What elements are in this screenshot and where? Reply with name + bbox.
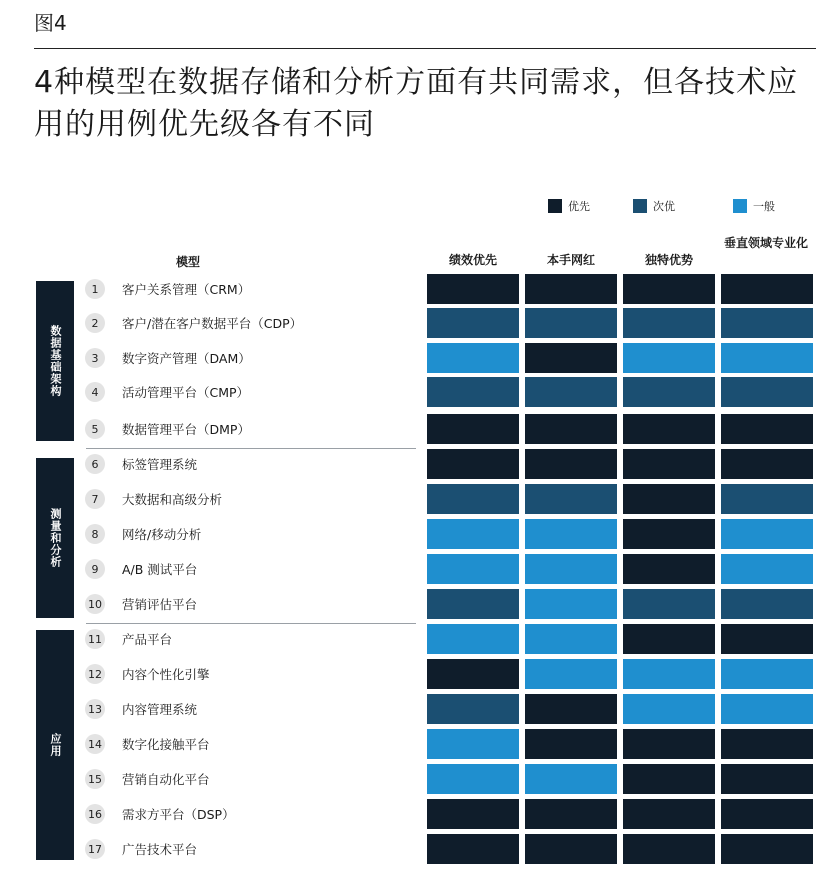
- heatmap-cell: [427, 414, 519, 444]
- heatmap-cell: [525, 694, 617, 724]
- column-header-unique: 独特优势: [644, 253, 693, 267]
- heatmap-cell: [427, 554, 519, 584]
- heatmap-cell: [427, 377, 519, 407]
- row-number: 3: [85, 348, 105, 368]
- heatmap-cell: [427, 343, 519, 373]
- row-number: 2: [85, 313, 105, 333]
- heatmap-cell: [525, 659, 617, 689]
- row-label: 内容个性化引擎: [122, 667, 210, 682]
- heatmap-cell: [623, 554, 715, 584]
- heatmap-cell: [427, 834, 519, 864]
- heatmap-cell: [525, 554, 617, 584]
- heatmap-cell: [427, 764, 519, 794]
- heatmap-cell: [623, 519, 715, 549]
- heatmap-cell: [721, 274, 813, 304]
- column-header-vertical: 垂直领域专业化: [723, 236, 808, 250]
- heatmap-cell: [427, 308, 519, 338]
- legend-label-priority: 优先: [568, 200, 590, 213]
- heatmap-cell: [427, 624, 519, 654]
- row-number: 9: [85, 559, 105, 579]
- heatmap-cell: [623, 764, 715, 794]
- heatmap-cell: [525, 624, 617, 654]
- heatmap-cell: [525, 449, 617, 479]
- heatmap-cell: [623, 799, 715, 829]
- row-number: 8: [85, 524, 105, 544]
- heatmap-cell: [525, 764, 617, 794]
- model-column-header: 模型: [176, 255, 201, 269]
- row-number: 5: [85, 419, 105, 439]
- row-label: 内容管理系统: [122, 702, 198, 717]
- heatmap-cell: [427, 729, 519, 759]
- heatmap-cell: [525, 484, 617, 514]
- heatmap-cell: [525, 343, 617, 373]
- row-number: 10: [85, 594, 105, 614]
- figure-label: 图4: [34, 11, 67, 35]
- heatmap-cell: [525, 799, 617, 829]
- heatmap-cell: [721, 414, 813, 444]
- row-label: 客户关系管理（CRM）: [122, 282, 251, 297]
- heatmap-cell: [721, 343, 813, 373]
- heatmap-cell: [525, 589, 617, 619]
- heatmap-cell: [427, 659, 519, 689]
- row-label: 大数据和高级分析: [122, 492, 223, 507]
- row-label: 网络/移动分析: [122, 527, 202, 542]
- heatmap-cell: [721, 799, 813, 829]
- row-label: 标签管理系统: [122, 457, 198, 472]
- heatmap-cell: [525, 308, 617, 338]
- row-number: 15: [85, 769, 105, 789]
- row-number: 16: [85, 804, 105, 824]
- group-label-measurement: 测量和分析: [49, 508, 62, 568]
- row-number: 17: [85, 839, 105, 859]
- heatmap-cell: [623, 343, 715, 373]
- heatmap-cell: [427, 694, 519, 724]
- group-label-applications: 应用: [49, 733, 62, 757]
- heatmap-cell: [525, 519, 617, 549]
- title-line-1: 4种模型在数据存储和分析方面有共同需求，但各技术应: [34, 65, 799, 100]
- heatmap-cell: [721, 729, 813, 759]
- heatmap-cell: [721, 308, 813, 338]
- heatmap-cell: [427, 799, 519, 829]
- heatmap-cell: [427, 589, 519, 619]
- row-number: 14: [85, 734, 105, 754]
- row-number: 1: [85, 279, 105, 299]
- heatmap-cell: [525, 834, 617, 864]
- row-label: 数字资产管理（DAM）: [122, 351, 251, 366]
- row-label: 营销评估平台: [122, 597, 198, 612]
- heatmap-cell: [525, 414, 617, 444]
- heatmap-cell: [623, 589, 715, 619]
- row-number: 6: [85, 454, 105, 474]
- row-label: A/B 测试平台: [122, 562, 198, 577]
- row-label: 客户/潜在客户数据平台（CDP）: [122, 316, 303, 331]
- row-label: 营销自动化平台: [122, 772, 210, 787]
- heatmap-cell: [623, 729, 715, 759]
- heatmap-cell: [427, 274, 519, 304]
- title-line-2: 用的用例优先级各有不同: [34, 107, 375, 142]
- heatmap-cell: [721, 377, 813, 407]
- heatmap-cell: [721, 519, 813, 549]
- heatmap-cell: [623, 659, 715, 689]
- row-number: 7: [85, 489, 105, 509]
- heatmap-cell: [623, 449, 715, 479]
- heatmap-cell: [427, 519, 519, 549]
- heatmap-cell: [721, 694, 813, 724]
- heatmap-cell: [427, 484, 519, 514]
- heatmap-cell: [525, 377, 617, 407]
- heatmap-cell: [721, 589, 813, 619]
- heatmap-cell: [623, 484, 715, 514]
- row-number: 13: [85, 699, 105, 719]
- row-label: 活动管理平台（CMP）: [122, 385, 250, 400]
- heatmap-cell: [623, 414, 715, 444]
- heatmap-cell: [427, 449, 519, 479]
- row-number: 4: [85, 382, 105, 402]
- heatmap-cell: [623, 308, 715, 338]
- column-header-performance: 绩效优先: [448, 253, 497, 267]
- row-number: 11: [85, 629, 105, 649]
- heatmap-cell: [623, 694, 715, 724]
- row-label: 需求方平台（DSP）: [122, 807, 235, 822]
- heatmap-cell: [721, 484, 813, 514]
- legend-label-general: 一般: [753, 200, 775, 213]
- heatmap-cell: [721, 624, 813, 654]
- group-label-data-infrastructure: 数据基础架构: [49, 325, 62, 397]
- heatmap-cell: [525, 274, 617, 304]
- row-number: 12: [85, 664, 105, 684]
- row-label: 数字化接触平台: [122, 737, 210, 752]
- heatmap-cell: [721, 834, 813, 864]
- heatmap-cell: [525, 729, 617, 759]
- heatmap-cell: [623, 377, 715, 407]
- heatmap-cell: [721, 659, 813, 689]
- heatmap-cell: [623, 834, 715, 864]
- row-label: 广告技术平台: [122, 842, 198, 857]
- legend-label-secondary: 次优: [653, 200, 675, 213]
- row-label: 数据管理平台（DMP）: [122, 422, 250, 437]
- column-header-influencer: 本手网红: [546, 253, 595, 267]
- row-label: 产品平台: [122, 632, 173, 647]
- heatmap-cell: [721, 554, 813, 584]
- heatmap-cell: [721, 764, 813, 794]
- heatmap-cell: [721, 449, 813, 479]
- heatmap-cell: [623, 624, 715, 654]
- heatmap-cell: [623, 274, 715, 304]
